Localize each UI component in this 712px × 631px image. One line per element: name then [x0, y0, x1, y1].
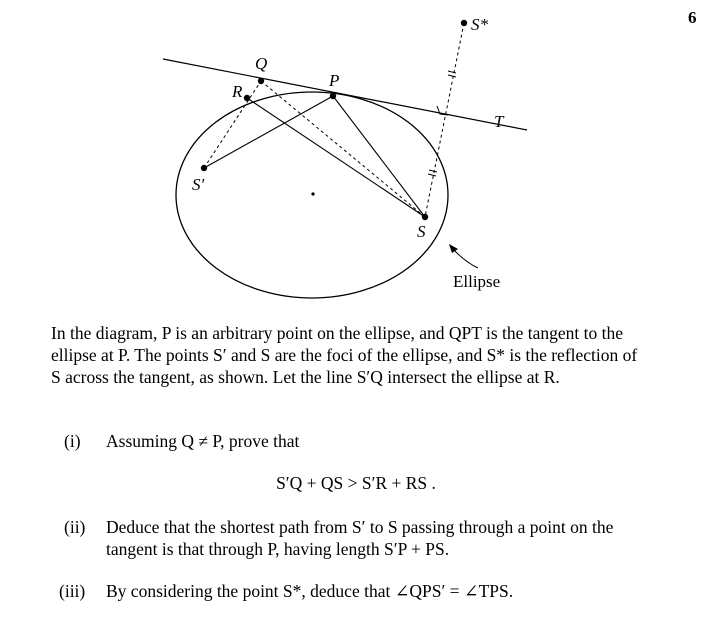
point-r	[244, 95, 250, 101]
part-iii-number: (iii)	[59, 581, 86, 601]
label-s: S	[417, 222, 426, 241]
point-s	[422, 214, 428, 220]
label-p: P	[329, 71, 340, 90]
segment-s-prime-p	[204, 96, 333, 168]
ellipse-centre-dot	[311, 192, 314, 195]
part-iii	[59, 580, 659, 604]
equal-tick-lower-2	[428, 174, 436, 176]
tangent-line	[163, 59, 527, 130]
part-i	[64, 430, 664, 454]
ellipse-pointer-arrowhead	[449, 244, 458, 253]
segment-q-s	[261, 81, 425, 217]
point-q	[258, 78, 264, 84]
segment-p-s	[333, 96, 425, 217]
label-q: Q	[255, 54, 268, 73]
part-i-text: Assuming Q ≠ P, prove that	[106, 431, 300, 451]
label-r: R	[232, 82, 243, 101]
label-ellipse: Ellipse	[453, 272, 501, 291]
problem-intro: In the diagram, P is an arbitrary point on the ellipse, and QPT is the tangent to the ellipse at P. The points S′ and S are the foci of the ellipse, and S* is the reflection of S across the tangent, as shown. Let the line S′Q intersect the ellipse at R.	[51, 323, 638, 387]
page-number: 6	[688, 8, 697, 27]
label-s-prime: S′	[192, 175, 205, 194]
inequality-formula: S′Q + QS > S′R + RS .	[276, 473, 436, 493]
ellipse-pointer-arrow	[452, 248, 478, 268]
point-s-star	[461, 20, 467, 26]
part-iii-text: By considering the point S*, deduce that ∠QPS′ = ∠TPS.	[106, 581, 514, 601]
part-ii-number: (ii)	[64, 517, 86, 537]
point-p	[330, 93, 336, 99]
label-t: T	[494, 112, 504, 131]
reflection-line	[425, 23, 464, 217]
label-s-star: S*	[471, 15, 488, 34]
part-ii-text: Deduce that the shortest path from S′ to S passing through a point on the tangent is that through P, having length S′P + PS.	[106, 517, 614, 559]
equal-tick-upper-2	[448, 75, 456, 77]
equal-tick-lower-1	[429, 170, 437, 172]
part-ii	[64, 516, 654, 564]
part-i-number: (i)	[64, 431, 81, 451]
point-s-prime	[201, 165, 207, 171]
